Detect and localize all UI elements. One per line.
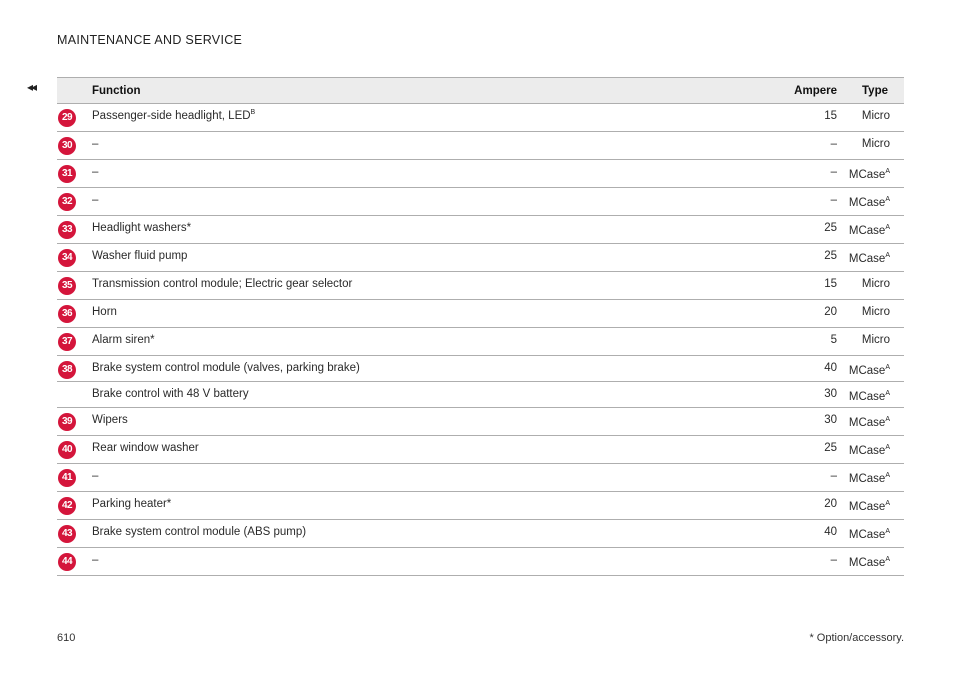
type-footnote-marker: A	[885, 500, 890, 507]
footnote-marker: B	[250, 109, 256, 116]
table-row	[57, 104, 904, 132]
table-row	[57, 244, 904, 272]
ampere-cell: 20	[824, 306, 837, 318]
function-text: –	[92, 554, 99, 566]
type-cell	[849, 445, 890, 457]
function-text: Headlight washers*	[92, 222, 192, 234]
type-cell	[849, 501, 890, 513]
type-cell	[849, 557, 890, 569]
table-row	[57, 272, 904, 300]
footnote: * Option/accessory.	[809, 632, 904, 644]
type-footnote-marker: A	[885, 196, 890, 203]
function-cell	[92, 222, 191, 234]
fuse-number-badge: 29	[58, 109, 76, 127]
type-cell	[849, 225, 890, 237]
type-text: Micro	[861, 110, 890, 122]
function-text: Passenger-side headlight, LED	[92, 110, 251, 122]
type-cell	[849, 391, 890, 403]
type-cell	[862, 334, 890, 346]
function-cell	[92, 414, 128, 426]
fuse-number-badge: 38	[58, 361, 76, 379]
function-text: Brake system control module (ABS pump)	[92, 526, 307, 538]
fuse-number-badge: 43	[58, 525, 76, 543]
ampere-cell: 5	[830, 334, 837, 346]
type-footnote-marker: A	[885, 390, 890, 397]
table-row	[57, 548, 904, 576]
function-text: Transmission control module; Electric gear selector	[92, 278, 353, 290]
table-row	[57, 520, 904, 548]
column-header-function: Function	[92, 85, 141, 97]
table-row	[57, 160, 904, 188]
type-footnote-marker: A	[885, 252, 890, 259]
function-text: –	[92, 470, 99, 482]
ampere-cell: 20	[824, 498, 837, 510]
back-arrow-icon[interactable]: ◂◂	[27, 80, 36, 94]
type-footnote-marker: A	[885, 168, 890, 175]
ampere-cell: –	[830, 138, 837, 150]
ampere-cell: 15	[824, 278, 837, 290]
ampere-cell: –	[830, 554, 837, 566]
fuse-number-badge: 30	[58, 137, 76, 155]
type-cell	[862, 306, 890, 318]
table-row	[57, 328, 904, 356]
type-text: MCase	[848, 253, 886, 265]
function-text: Washer fluid pump	[92, 250, 188, 262]
page-number: 610	[57, 632, 76, 644]
table-row	[57, 382, 904, 408]
type-text: MCase	[848, 225, 886, 237]
ampere-cell: –	[830, 470, 837, 482]
function-cell	[92, 362, 360, 374]
ampere-cell: –	[830, 166, 837, 178]
type-text: MCase	[848, 169, 886, 181]
function-cell	[92, 388, 249, 400]
type-footnote-marker: A	[885, 556, 890, 563]
table-row	[57, 464, 904, 492]
section-title: MAINTENANCE AND SERVICE	[57, 33, 243, 47]
table-body	[57, 104, 904, 576]
ampere-cell: 25	[824, 222, 837, 234]
fuse-number-badge: 40	[58, 441, 76, 459]
type-text: MCase	[848, 445, 886, 457]
type-text: MCase	[848, 557, 886, 569]
table-row	[57, 188, 904, 216]
table-row	[57, 216, 904, 244]
function-text: Alarm siren*	[92, 334, 155, 346]
function-text: Horn	[92, 306, 117, 318]
function-cell	[92, 306, 117, 318]
ampere-cell: 40	[824, 362, 837, 374]
function-cell	[92, 194, 98, 206]
function-text: Brake system control module (valves, parking brake)	[92, 362, 360, 374]
function-cell	[92, 334, 155, 346]
function-cell	[92, 554, 98, 566]
table-row	[57, 408, 904, 436]
fuse-number-badge: 33	[58, 221, 76, 239]
function-text: Rear window washer	[92, 442, 199, 454]
function-text: Brake control with 48 V battery	[92, 388, 249, 400]
function-cell	[92, 278, 352, 290]
table-row	[57, 492, 904, 520]
ampere-cell: 15	[824, 110, 837, 122]
function-text: Parking heater*	[92, 498, 172, 510]
column-header-type: Type	[862, 85, 888, 97]
table-row	[57, 436, 904, 464]
type-cell	[862, 110, 890, 122]
type-cell	[849, 197, 890, 209]
function-text: –	[92, 138, 99, 150]
type-text: MCase	[848, 501, 886, 513]
fuse-number-badge: 37	[58, 333, 76, 351]
fuse-number-badge: 35	[58, 277, 76, 295]
type-text: MCase	[848, 473, 886, 485]
table-row	[57, 300, 904, 328]
type-cell	[849, 365, 890, 377]
function-cell	[92, 250, 187, 262]
function-cell	[92, 138, 98, 150]
ampere-cell: 40	[824, 526, 837, 538]
type-text: MCase	[848, 365, 886, 377]
type-cell	[849, 253, 890, 265]
table-header-row	[57, 77, 904, 104]
type-text: MCase	[848, 391, 886, 403]
function-cell	[92, 166, 98, 178]
function-text: –	[92, 194, 99, 206]
fuse-number-badge: 39	[58, 413, 76, 431]
function-cell	[92, 110, 255, 122]
fuse-number-badge: 32	[58, 193, 76, 211]
type-cell	[862, 138, 890, 150]
type-footnote-marker: A	[885, 472, 890, 479]
function-text: Wipers	[92, 414, 128, 426]
column-header-ampere: Ampere	[794, 85, 837, 97]
table-row	[57, 356, 904, 382]
function-cell	[92, 526, 306, 538]
type-cell	[849, 473, 890, 485]
function-cell	[92, 498, 171, 510]
type-text: MCase	[848, 529, 886, 541]
ampere-cell: 30	[824, 388, 837, 400]
table-row	[57, 132, 904, 160]
type-footnote-marker: A	[885, 224, 890, 231]
fuse-number-badge: 42	[58, 497, 76, 515]
function-cell	[92, 470, 98, 482]
type-text: MCase	[848, 197, 886, 209]
fuse-number-badge: 36	[58, 305, 76, 323]
fuse-number-badge: 34	[58, 249, 76, 267]
type-text: Micro	[861, 278, 890, 290]
type-cell	[849, 529, 890, 541]
type-footnote-marker: A	[885, 528, 890, 535]
fuse-number-badge: 31	[58, 165, 76, 183]
type-cell	[849, 417, 890, 429]
type-footnote-marker: A	[885, 364, 890, 371]
type-text: Micro	[861, 334, 890, 346]
fuse-table	[57, 77, 904, 576]
fuse-number-badge: 44	[58, 553, 76, 571]
fuse-number-badge: 41	[58, 469, 76, 487]
type-footnote-marker: A	[885, 416, 890, 423]
type-text: MCase	[848, 417, 886, 429]
type-cell	[862, 278, 890, 290]
ampere-cell: 25	[824, 250, 837, 262]
function-text: –	[92, 166, 99, 178]
type-text: Micro	[861, 138, 890, 150]
ampere-cell: 25	[824, 442, 837, 454]
ampere-cell: 30	[824, 414, 837, 426]
ampere-cell: –	[830, 194, 837, 206]
function-cell	[92, 442, 199, 454]
type-cell	[849, 169, 890, 181]
type-footnote-marker: A	[885, 444, 890, 451]
type-text: Micro	[861, 306, 890, 318]
